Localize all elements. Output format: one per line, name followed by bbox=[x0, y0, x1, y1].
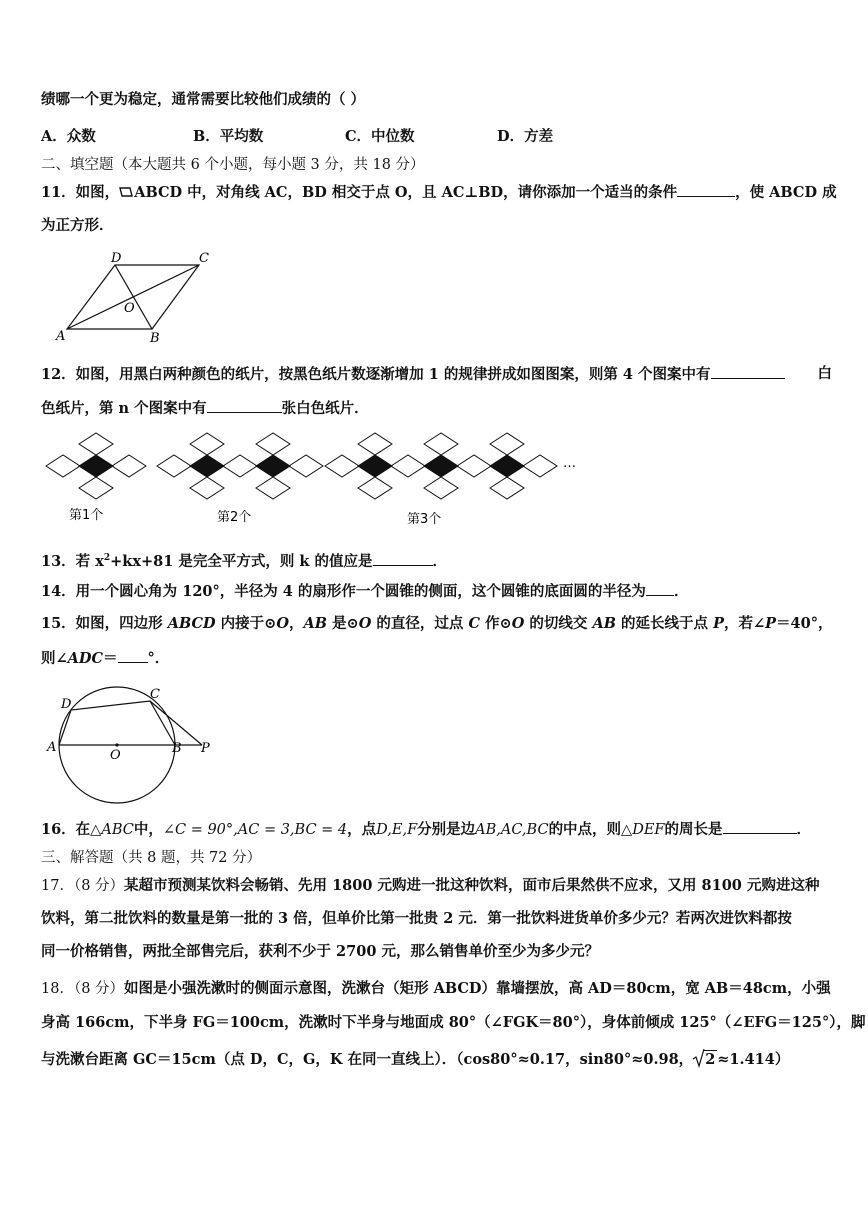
q11-parallelogram bbox=[67, 265, 199, 329]
q10-option-d: D．方差 bbox=[497, 128, 554, 145]
white-diamond bbox=[190, 477, 224, 499]
sqrt-argument: 2 bbox=[705, 1051, 716, 1068]
q15-blank bbox=[118, 648, 148, 663]
q11-part1: 11．如图， bbox=[41, 184, 120, 201]
q11-label-o: O bbox=[124, 301, 135, 316]
q13-text bbox=[41, 548, 832, 572]
white-diamond bbox=[223, 455, 257, 477]
q15-line1 bbox=[41, 614, 832, 634]
white-diamond bbox=[325, 455, 359, 477]
white-diamond bbox=[190, 433, 224, 455]
q18-l3b: ≈1.414） bbox=[717, 1051, 790, 1068]
q10-option-b: B．平均数 bbox=[193, 128, 264, 145]
q17-line1 bbox=[41, 876, 832, 896]
q12-line1-text: 12．如图，用黑白两种颜色的纸片，按黑色纸片数逐渐增加 1 的规律拼成如图图案，则第 4 个图案中有 bbox=[41, 366, 711, 383]
q15-t8: O bbox=[358, 615, 372, 632]
q12-blank-2 bbox=[207, 398, 282, 413]
q15-label-b: B bbox=[172, 741, 182, 756]
q12-line2 bbox=[41, 398, 832, 419]
q15-t19: ＝40°， bbox=[776, 615, 833, 632]
q15-t17: ，若∠ bbox=[723, 615, 766, 632]
q17-prefix: 17．（8 分） bbox=[41, 878, 125, 894]
q15-t2: ABCD bbox=[167, 615, 216, 632]
q16-t9: 的中点，则△ bbox=[548, 821, 633, 838]
q10-stem: 绩哪一个更为稳定，通常需要比较他们成绩的（ ） bbox=[41, 91, 366, 108]
q15-label-p: P bbox=[201, 741, 210, 756]
q15-t4: O bbox=[276, 615, 289, 632]
q16-t7: 分别是边 bbox=[417, 821, 476, 838]
q15-t13: 的切线交 bbox=[524, 615, 593, 632]
q14-text bbox=[41, 581, 832, 602]
q15-t15: 的延长线于点 bbox=[615, 615, 714, 632]
white-diamond bbox=[79, 477, 113, 499]
q16-t11: 的周长是 bbox=[664, 821, 723, 838]
q13-part1: 13．若 x bbox=[41, 552, 104, 570]
q16-blank bbox=[723, 819, 797, 834]
black-diamond bbox=[79, 455, 113, 477]
q12-caption-3: 第3个 bbox=[407, 512, 442, 527]
q12-blank-1 bbox=[711, 364, 785, 379]
white-diamond bbox=[256, 433, 290, 455]
q15-t16: P bbox=[713, 615, 724, 632]
q15-t18: P bbox=[765, 615, 777, 632]
q15-l2-t2: ADC bbox=[67, 650, 104, 667]
q17-line3: 同一价格销售，两批全部售完后，获利不少于 2700 元，那么销售单价至少为多少元？ bbox=[41, 943, 599, 960]
white-diamond bbox=[490, 433, 524, 455]
section-3-heading: 三、解答题（共 8 题，共 72 分） bbox=[41, 850, 262, 866]
q15-t1: 15．如图，四边形 bbox=[41, 615, 168, 632]
q12-caption-1: 第1个 bbox=[69, 508, 104, 523]
q11-label-c: C bbox=[199, 251, 209, 266]
q13-blank bbox=[373, 551, 433, 566]
white-diamond bbox=[289, 455, 323, 477]
white-diamond bbox=[112, 455, 146, 477]
black-diamond bbox=[490, 455, 524, 477]
q15-l2-t4: °． bbox=[147, 650, 170, 667]
q17-l1: 某超市预测某饮料会畅销、先用 1800 元购进一批这种饮料，面市后果然供不应求，又用 8100 元购进这种 bbox=[124, 877, 820, 894]
q15-line2 bbox=[41, 648, 832, 669]
sqrt-symbol bbox=[693, 1050, 717, 1070]
q10-option-c: C．中位数 bbox=[345, 128, 415, 145]
q18-l1: 如图是小强洗漱时的侧面示意图，洗漱台（矩形 ABCD）靠墙摆放，高 AD＝80cm，宽 AB＝48cm，小强 bbox=[124, 980, 831, 997]
q13-part3: ． bbox=[432, 552, 447, 570]
q15-t9: 的直径，过点 bbox=[371, 615, 469, 632]
white-diamond bbox=[256, 477, 290, 499]
q11-blank bbox=[677, 182, 735, 197]
q16-t1: 16．在△ bbox=[41, 821, 102, 838]
q11-label-d: D bbox=[111, 251, 122, 266]
white-diamond bbox=[424, 433, 458, 455]
q15-label-c: C bbox=[150, 687, 160, 702]
q15-l2-t1: 则∠ bbox=[41, 650, 68, 667]
q17-line2: 饮料，第二批饮料的数量是第一批的 3 倍，但单价比第一批贵 2 元．第一批饮料进货单价多少元？若两次进饮料都按 bbox=[41, 910, 792, 927]
q15-t14: AB bbox=[592, 615, 616, 632]
q15-t11: 作⊙ bbox=[479, 615, 512, 632]
q16-t6: D,E,F bbox=[376, 822, 418, 838]
q15-t6: AB bbox=[303, 615, 327, 632]
q16-t10: DEF bbox=[632, 822, 665, 838]
q15-circle bbox=[59, 687, 175, 803]
q16-t4: ∠C = 90°,AC = 3,BC = 4 bbox=[162, 822, 348, 838]
white-diamond bbox=[358, 477, 392, 499]
q13-superscript: 2 bbox=[103, 553, 111, 563]
q18-line1 bbox=[41, 979, 832, 999]
white-diamond bbox=[523, 455, 557, 477]
q15-t3: 内接于⊙ bbox=[215, 615, 277, 632]
radical-sign-icon bbox=[693, 1048, 705, 1068]
q15-t5: ， bbox=[288, 615, 304, 632]
q16-text bbox=[41, 819, 832, 840]
q15-t12: O bbox=[511, 615, 525, 632]
q18-line2: 身高 166cm，下半身 FG＝100cm，洗漱时下半身与地面成 80°（∠FGK＝80°），身体前倾成 125°（∠EFG＝125°），脚 bbox=[41, 1014, 866, 1031]
white-diamond bbox=[391, 455, 425, 477]
white-diamond bbox=[358, 433, 392, 455]
q12-line1-end: 白 bbox=[817, 365, 832, 382]
parallelogram-icon bbox=[119, 187, 133, 197]
white-diamond bbox=[424, 477, 458, 499]
q11-part2: ABCD 中，对角线 AC，BD 相交于点 O，且 AC⊥BD，请你添加一个适当的条件 bbox=[134, 184, 678, 201]
q11-diagonal-ac bbox=[67, 265, 199, 329]
q12-line1 bbox=[41, 364, 832, 385]
q16-t3: 中， bbox=[133, 821, 163, 838]
black-diamond bbox=[190, 455, 224, 477]
q12-line2-text: 色纸片，第 n 个图案中有 bbox=[41, 400, 207, 417]
q15-label-a: A bbox=[47, 740, 57, 755]
q18-prefix: 18．（8 分） bbox=[41, 981, 125, 997]
q11-diagonal-bd bbox=[115, 265, 152, 329]
q12-ellipsis: … bbox=[563, 456, 576, 471]
q11-label-a: A bbox=[56, 329, 66, 344]
q15-t10: C bbox=[468, 615, 480, 632]
q15-label-d: D bbox=[61, 697, 72, 712]
q11-part3: ，使 ABCD 成 bbox=[735, 184, 837, 201]
q16-t2: ABC bbox=[101, 822, 134, 838]
q15-quadrilateral bbox=[59, 701, 175, 745]
q15-center-dot bbox=[115, 743, 118, 746]
section-2-heading: 二、填空题（本大题共 6 个小题，每小题 3 分，共 18 分） bbox=[41, 157, 425, 173]
black-diamond bbox=[358, 455, 392, 477]
q11-text bbox=[41, 182, 837, 203]
q15-label-o: O bbox=[110, 748, 121, 763]
q15-l2-t3: ＝ bbox=[103, 650, 118, 667]
white-diamond bbox=[79, 433, 113, 455]
q14-part1: 14．用一个圆心角为 120°，半径为 4 的扇形作一个圆锥的侧面，这个圆锥的底面圆的半径为 bbox=[41, 583, 646, 600]
white-diamond bbox=[46, 455, 80, 477]
q12-line2-end: 张白色纸片． bbox=[281, 400, 369, 417]
q11-line2: 为正方形． bbox=[41, 217, 114, 234]
q13-part2: +kx+81 是完全平方式，则 k 的值应是 bbox=[110, 552, 373, 570]
q16-t5: ，点 bbox=[347, 821, 377, 838]
q18-line3 bbox=[41, 1050, 832, 1070]
black-diamond bbox=[424, 455, 458, 477]
q18-l3a: 与洗漱台距离 GC＝15cm（点 D，C，G，K 在同一直线上）．（cos80°≈0.17，sin80°≈0.98， bbox=[41, 1051, 694, 1068]
white-diamond bbox=[157, 455, 191, 477]
black-diamond bbox=[256, 455, 290, 477]
q14-part2: ． bbox=[673, 583, 689, 600]
q15-tangent bbox=[150, 701, 202, 745]
q10-option-a: A．众数 bbox=[41, 128, 96, 145]
white-diamond bbox=[490, 477, 524, 499]
q16-t8: AB,AC,BC bbox=[475, 822, 549, 838]
q12-caption-2: 第2个 bbox=[217, 510, 252, 525]
white-diamond bbox=[457, 455, 491, 477]
q11-label-b: B bbox=[150, 331, 160, 346]
q15-t7: 是⊙ bbox=[326, 615, 359, 632]
q14-blank bbox=[646, 581, 674, 596]
q16-t12: ． bbox=[796, 821, 811, 838]
